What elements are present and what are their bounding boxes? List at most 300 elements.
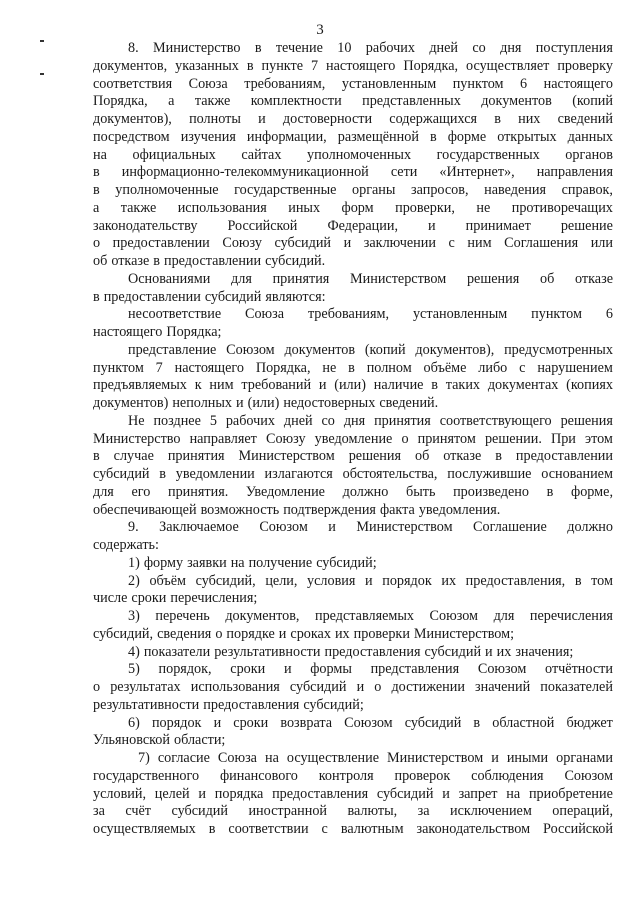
word: предоставлении — [112, 235, 210, 252]
word: Союзом — [564, 767, 613, 784]
word: возможность — [200, 501, 280, 518]
word: Порядка, — [403, 57, 459, 74]
word: (или) — [334, 377, 366, 394]
word: предоставления, — [465, 572, 566, 589]
word: порядок, — [158, 661, 212, 678]
word: на — [265, 750, 279, 766]
word: субсидий. — [265, 253, 326, 269]
word: заключении — [363, 235, 436, 252]
word: сроки — [131, 590, 167, 607]
text-line — [93, 590, 613, 608]
word: 7 — [155, 359, 163, 376]
word: отказе — [575, 270, 613, 287]
text-line — [93, 821, 613, 839]
word: информационно-телекоммуникационной — [121, 164, 369, 181]
word: Министерством; — [413, 625, 515, 642]
word: представление — [128, 341, 217, 358]
text-line — [93, 644, 613, 662]
word: областной — [492, 714, 555, 731]
word: них — [518, 111, 541, 127]
word: объём — [149, 572, 187, 589]
word: показателей — [540, 679, 613, 695]
word: со — [321, 412, 335, 429]
word: за — [417, 803, 430, 820]
word: на — [93, 146, 107, 163]
word: представления — [370, 661, 460, 678]
word: 6) — [128, 714, 140, 731]
word: и — [356, 679, 365, 695]
word: предъявляемых — [93, 377, 187, 394]
word: результативности — [214, 643, 321, 660]
word: Министерством — [387, 750, 484, 766]
word: в — [429, 128, 437, 145]
word: с — [321, 821, 328, 837]
text-line — [93, 448, 613, 466]
word: документов), — [415, 341, 495, 358]
word: для — [493, 608, 515, 624]
word: установленным — [412, 306, 508, 323]
word: требованиям, — [244, 75, 326, 92]
word: принятия — [374, 412, 431, 429]
word: иных — [288, 199, 321, 216]
word: бюджет — [566, 714, 613, 731]
word: Порядка, — [255, 359, 311, 376]
word: уведомления. — [418, 501, 501, 518]
word: субсидий — [93, 466, 150, 482]
word: на — [230, 554, 245, 571]
word: субсидий; — [316, 554, 377, 571]
word: контроля — [318, 767, 374, 784]
word: исключением — [450, 803, 532, 820]
word: и — [318, 377, 327, 394]
word: пунктом — [531, 306, 582, 323]
page-number: 3 — [316, 22, 324, 38]
text-line — [93, 342, 613, 360]
word: области; — [173, 732, 226, 749]
word: и — [428, 217, 436, 234]
word: требований — [241, 377, 312, 394]
word: субсидий — [404, 714, 462, 731]
word: и — [442, 785, 450, 802]
word: Не — [128, 412, 145, 429]
word: Соглашение — [473, 519, 547, 536]
word: указанных — [175, 57, 239, 74]
word: Союза — [245, 306, 285, 323]
word: предоставления — [203, 696, 300, 713]
text-line — [93, 537, 613, 555]
word: основанием — [541, 466, 613, 482]
word: документов, — [225, 608, 300, 624]
word: предусмотренных — [504, 341, 613, 358]
word: результатах — [110, 679, 181, 695]
text-line — [93, 253, 613, 271]
text-line — [93, 466, 613, 484]
word: с — [448, 235, 455, 252]
word: их — [441, 572, 457, 589]
word: о — [93, 235, 101, 252]
word: уполномоченные — [115, 182, 219, 198]
word: и — [365, 572, 373, 589]
word: том — [591, 572, 613, 589]
word: об — [539, 270, 555, 287]
text-line — [93, 395, 613, 413]
word: Союзом — [477, 661, 527, 678]
word: принятия. — [168, 483, 229, 500]
word: показатели — [143, 643, 211, 660]
word: условий, — [93, 785, 146, 802]
word: в — [473, 714, 481, 731]
word: предоставления — [272, 785, 369, 802]
word: послужившие — [447, 466, 532, 482]
word: сроки — [230, 661, 266, 678]
word: Союзом — [429, 608, 479, 624]
word: ним — [467, 235, 492, 252]
word: принятия — [167, 448, 225, 465]
word: нарушением — [537, 359, 613, 376]
word: предоставлении — [164, 253, 262, 269]
word: 9. — [128, 519, 139, 536]
word: предоставлении — [515, 448, 613, 465]
word: государственного — [93, 767, 200, 784]
word: пунктом — [452, 75, 504, 92]
word: иностранной — [248, 803, 328, 820]
word: также — [120, 199, 157, 216]
word: рабочих — [365, 40, 415, 56]
word: с — [519, 359, 526, 376]
word: в — [348, 359, 355, 376]
word: противоречащих — [511, 199, 613, 216]
word: произведено — [453, 483, 529, 500]
word: соответствии — [228, 821, 309, 837]
word: для — [93, 483, 114, 500]
text-line — [93, 484, 613, 502]
word: 6 — [520, 75, 528, 92]
word: поступления — [535, 40, 613, 56]
word: Союзом — [259, 519, 308, 536]
word: значения; — [515, 643, 574, 660]
word: настоящего — [93, 324, 163, 340]
word: документов) — [93, 395, 169, 411]
text-line — [93, 147, 613, 165]
word: документов, — [93, 57, 168, 74]
word: субсидий — [424, 643, 482, 660]
word: заявки — [187, 554, 227, 571]
word: в — [246, 57, 254, 74]
word: субсидий — [376, 785, 434, 802]
word: ним — [209, 377, 234, 394]
word: Союзу — [222, 235, 262, 252]
word: сроки — [233, 714, 269, 731]
word: Порядка; — [166, 324, 222, 340]
word: Министерство — [152, 40, 241, 56]
word: получение — [248, 554, 313, 571]
word: а — [168, 93, 175, 110]
word: решения — [466, 270, 520, 287]
word: в — [494, 111, 501, 127]
word: возврата — [280, 714, 333, 731]
text-line — [93, 40, 613, 58]
word: 5) — [128, 661, 140, 678]
word: законодательством — [416, 821, 531, 837]
word: (копий — [364, 341, 406, 358]
word: со — [472, 40, 486, 56]
word: в — [93, 164, 100, 181]
word: целей — [154, 785, 190, 802]
word: форме — [447, 128, 487, 145]
text-line — [93, 235, 613, 253]
word: наведения — [484, 182, 546, 198]
word: 1) — [128, 554, 140, 571]
word: субсидий — [204, 288, 262, 305]
word: субсидий — [274, 235, 332, 252]
text-line — [93, 93, 613, 111]
word: и — [198, 785, 207, 802]
word: Основаниями — [128, 270, 211, 287]
word: и — [236, 395, 244, 411]
word: о — [215, 625, 223, 642]
word: и — [283, 661, 292, 678]
word: субсидий — [171, 803, 228, 820]
word: для — [231, 270, 252, 287]
word: соответствующего — [439, 412, 552, 429]
text-line — [93, 218, 613, 236]
word: недостоверных — [283, 395, 376, 411]
word: позднее — [153, 412, 201, 429]
word: использования — [177, 199, 267, 216]
word: рабочих — [225, 412, 275, 429]
word: операций, — [552, 803, 613, 820]
word: посредством — [93, 128, 170, 145]
word: не — [476, 199, 491, 216]
text-line — [93, 182, 613, 200]
word: излагаются — [264, 466, 333, 482]
word: сведений. — [379, 395, 439, 411]
word: Российской — [543, 821, 613, 837]
word: решения — [348, 448, 402, 465]
text-line — [93, 76, 613, 94]
word: установленным — [341, 75, 437, 92]
word: уведомление — [314, 430, 393, 447]
word: информации, — [246, 128, 327, 145]
text-line — [93, 626, 613, 644]
word: Уведомление — [245, 483, 325, 500]
scan-mark — [40, 40, 44, 42]
word: формы — [310, 661, 352, 678]
word: его — [131, 483, 151, 500]
word: условия — [307, 572, 356, 589]
word: запрет — [458, 785, 498, 802]
word: в — [574, 572, 582, 589]
word: перечисления — [529, 608, 613, 624]
word: 2) — [128, 572, 140, 589]
word: государственных — [436, 146, 540, 163]
word: 5 — [209, 412, 217, 429]
word: подтверждения — [283, 501, 376, 518]
word: в — [159, 466, 166, 482]
word: органами — [556, 750, 613, 766]
word: государственные — [234, 182, 337, 198]
word: При — [550, 430, 576, 447]
word: осуществляемых — [93, 821, 196, 837]
word: проверки — [353, 625, 410, 642]
word: порядок — [382, 572, 432, 589]
word: порядке — [226, 625, 275, 642]
text-line — [93, 377, 613, 395]
word: быть — [406, 483, 436, 500]
text-line — [93, 164, 613, 182]
word: законодательству — [93, 217, 198, 234]
text-line — [93, 129, 613, 147]
text-line — [93, 573, 613, 591]
word: достоверности — [282, 111, 373, 127]
word: обеспечивающей — [93, 501, 197, 518]
word: субсидий, — [93, 625, 154, 642]
text-line — [93, 715, 613, 733]
word: финансового — [219, 767, 298, 784]
word: принятия — [272, 270, 330, 287]
word: решение — [560, 217, 613, 234]
word: отчётности — [545, 661, 613, 678]
word: органы — [352, 182, 396, 198]
text-line — [93, 360, 613, 378]
word: приобретение — [528, 785, 613, 802]
word: несоответствие — [128, 306, 222, 323]
word: к — [194, 377, 202, 394]
word: отказе — [111, 253, 150, 269]
word: Министерство — [93, 430, 181, 447]
word: либо — [478, 359, 508, 376]
word: в — [93, 288, 100, 305]
word: форму — [143, 554, 184, 571]
word: справок, — [561, 182, 613, 198]
word: о — [374, 679, 382, 695]
word: Министерством — [238, 448, 335, 465]
word: порядка — [214, 785, 264, 802]
word: или — [590, 235, 613, 252]
word: настоящего — [326, 57, 396, 74]
word: субсидий — [289, 679, 347, 695]
word: документов), — [93, 111, 172, 127]
word: за — [93, 803, 105, 820]
word: наличие — [373, 377, 424, 394]
word: и — [328, 519, 336, 536]
word: результативности — [93, 696, 200, 713]
word: настоящего — [174, 359, 244, 376]
word: проверку — [557, 57, 613, 74]
word: представленных — [362, 93, 461, 110]
word: объёме — [423, 359, 467, 376]
word: в — [93, 182, 100, 198]
text-line — [93, 697, 613, 715]
word: субсидий, — [195, 572, 256, 589]
word: согласие — [157, 750, 210, 766]
word: субсидий; — [303, 696, 364, 713]
word: Федерации, — [327, 217, 398, 234]
word: 8. — [128, 40, 139, 56]
word: настоящего — [543, 75, 613, 92]
word: «Интернет», — [439, 164, 515, 181]
word: Союзом — [226, 341, 275, 358]
word: цели, — [265, 572, 298, 589]
word: значений — [475, 679, 531, 695]
word: пунктом — [93, 359, 144, 376]
word: направляет — [189, 430, 257, 447]
document-body — [93, 40, 613, 839]
word: (копий — [572, 93, 613, 110]
word: полном — [366, 359, 412, 376]
word: сроках — [290, 625, 331, 642]
word: валюты, — [347, 803, 398, 820]
word: сети — [390, 164, 418, 181]
word: об — [414, 448, 430, 465]
word: принятом — [417, 430, 476, 447]
word: перечень — [155, 608, 210, 624]
text-line — [93, 502, 613, 520]
text-line — [93, 413, 613, 431]
word: течение — [275, 40, 323, 56]
word: в — [546, 483, 554, 500]
word: (копиях — [566, 377, 613, 394]
word: запросов, — [411, 182, 469, 198]
word: предоставлении — [103, 288, 201, 305]
word: проверок — [394, 767, 451, 784]
word: направления — [536, 164, 613, 181]
word: на — [506, 785, 521, 802]
word: и — [343, 235, 352, 252]
text-line — [93, 803, 613, 821]
word: Министерством — [350, 270, 447, 287]
word: в — [93, 448, 100, 465]
word: 6 — [605, 306, 613, 323]
word: дня — [500, 40, 522, 56]
word: таких — [445, 377, 481, 394]
word: обстоятельства, — [342, 466, 438, 482]
word: дней — [429, 40, 459, 56]
word: содержать: — [93, 537, 159, 553]
word: официальных — [132, 146, 216, 163]
text-line — [93, 661, 613, 679]
text-line — [93, 200, 613, 218]
word: пункте — [261, 57, 304, 74]
text-line — [93, 431, 613, 449]
word: и — [278, 625, 287, 642]
word: осуществление — [286, 750, 380, 766]
text-line — [93, 732, 613, 750]
text-line — [93, 58, 613, 76]
word: счёт — [125, 803, 152, 820]
word: должно — [342, 483, 389, 500]
text-line — [93, 519, 613, 537]
word: дня — [343, 412, 366, 429]
word: перечисления; — [170, 590, 258, 607]
word: Соглашения — [504, 235, 579, 252]
word: в — [153, 253, 160, 269]
word: Союза — [217, 750, 257, 766]
text-line — [93, 786, 613, 804]
word: достижении — [391, 679, 465, 695]
word: в — [208, 821, 216, 837]
word: осуществляет — [466, 57, 550, 74]
word: представляемых — [315, 608, 415, 624]
word: отказе — [443, 448, 482, 465]
word: а — [93, 199, 100, 216]
word: о — [93, 679, 101, 695]
word: уполномоченных — [307, 146, 412, 163]
word: проверки, — [395, 199, 455, 216]
word: Министерством — [356, 519, 453, 536]
word: решении. — [484, 430, 542, 447]
scan-mark — [40, 73, 44, 75]
